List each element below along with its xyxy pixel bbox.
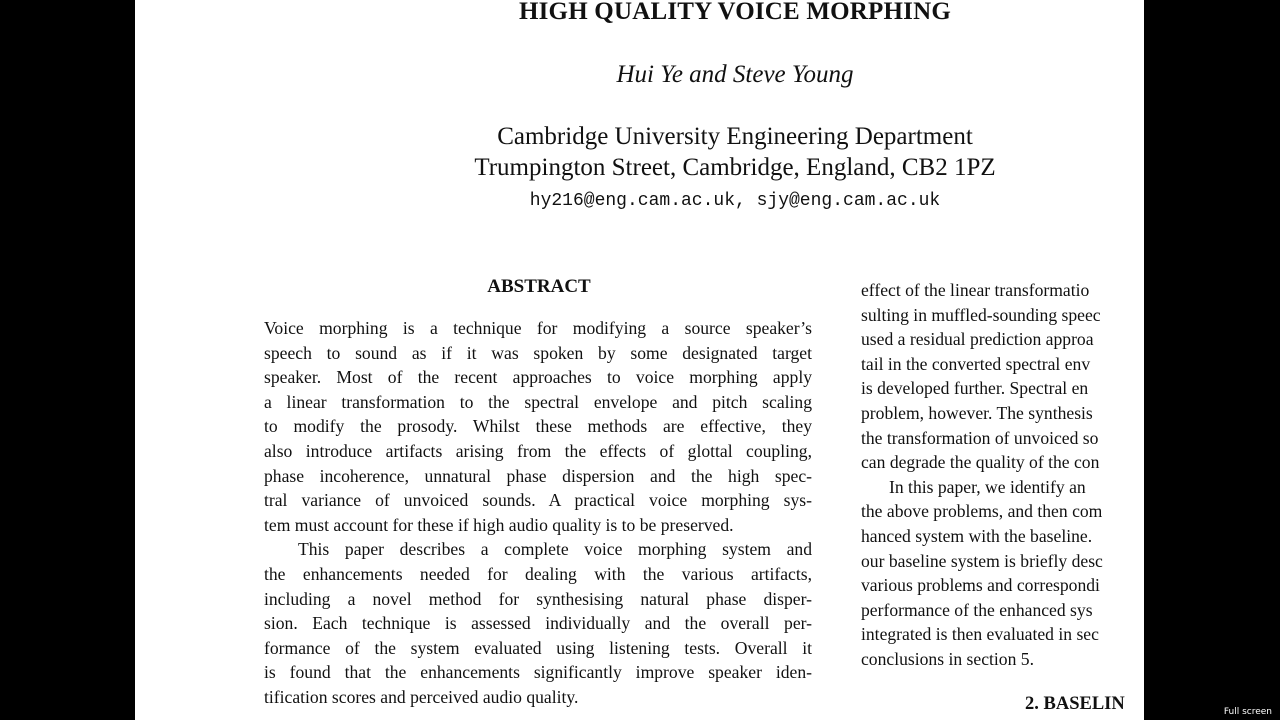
affiliation-department: Cambridge University Engineering Department: [497, 123, 973, 150]
abstract-line: sion. Each technique is assessed individually and the overall per-: [264, 613, 812, 634]
body-line: our baseline system is briefly desc: [861, 550, 1103, 571]
abstract-line: Voice morphing is a technique for modifying a source speaker’s: [264, 318, 812, 338]
body-line: the above problems, and then com: [861, 501, 1103, 522]
abstract-line: to modify the prosody. Whilst these methods are effective, they: [264, 416, 812, 437]
abstract-line: phase incoherence, unnatural phase dispersion and the high spec-: [264, 465, 812, 486]
body-line: can degrade the quality of the con: [861, 452, 1100, 473]
abstract-heading: ABSTRACT: [487, 276, 591, 297]
abstract-line: the enhancements needed for dealing with the various artifacts,: [264, 564, 812, 584]
body-line: performance of the enhanced sys: [861, 599, 1093, 620]
body-line: the transformation of unvoiced so: [861, 427, 1099, 448]
body-line: effect of the linear transformatio: [861, 280, 1090, 300]
abstract-line: including a novel method for synthesising natural phase disper-: [264, 588, 812, 609]
paper-title: HIGH QUALITY VOICE MORPHING: [518, 0, 952, 25]
abstract-line: formance of the system evaluated using listening tests. Overall it: [264, 637, 812, 658]
paper-page: [135, 0, 1144, 720]
body-line: is developed further. Spectral en: [861, 378, 1089, 399]
body-line: used a residual prediction approa: [861, 329, 1094, 350]
author-emails: hy216@eng.cam.ac.uk, sjy@eng.cam.ac.uk: [529, 191, 941, 211]
abstract-line: is found that the enhancements significantly improve speaker iden-: [264, 662, 812, 683]
body-line: various problems and correspondi: [861, 575, 1100, 596]
abstract-line: tification scores and perceived audio quality.: [264, 687, 579, 707]
abstract-line: speaker. Most of the recent approaches to voice morphing apply: [264, 367, 812, 388]
abstract-line: tem must account for these if high audio quality is to be preserved.: [264, 514, 734, 535]
body-line: problem, however. The synthesis: [861, 403, 1093, 423]
affiliation-address: Trumpington Street, Cambridge, England, CB2 1PZ: [474, 154, 996, 181]
abstract-line: speech to sound as if it was spoken by some designated target: [264, 342, 812, 363]
paper-authors: Hui Ye and Steve Young: [616, 61, 854, 88]
body-line: In this paper, we identify an: [889, 476, 1086, 497]
fullscreen-button[interactable]: Full screen: [1223, 707, 1272, 717]
body-line: hanced system with the baseline.: [861, 526, 1093, 546]
body-line: tail in the converted spectral env: [861, 353, 1091, 374]
body-line: conclusions in section 5.: [861, 649, 1034, 669]
body-line: integrated is then evaluated in sec: [861, 624, 1099, 645]
section-heading: 2. BASELIN: [1025, 694, 1125, 714]
abstract-line: This paper describes a complete voice morphing system and: [298, 539, 812, 560]
body-line: sulting in muffled-sounding speec: [861, 304, 1101, 325]
abstract-line: also introduce artifacts arising from the effects of glottal coupling,: [264, 441, 812, 461]
abstract-line: tral variance of unvoiced sounds. A practical voice morphing sys-: [264, 490, 812, 511]
abstract-line: a linear transformation to the spectral envelope and pitch scaling: [264, 391, 812, 412]
